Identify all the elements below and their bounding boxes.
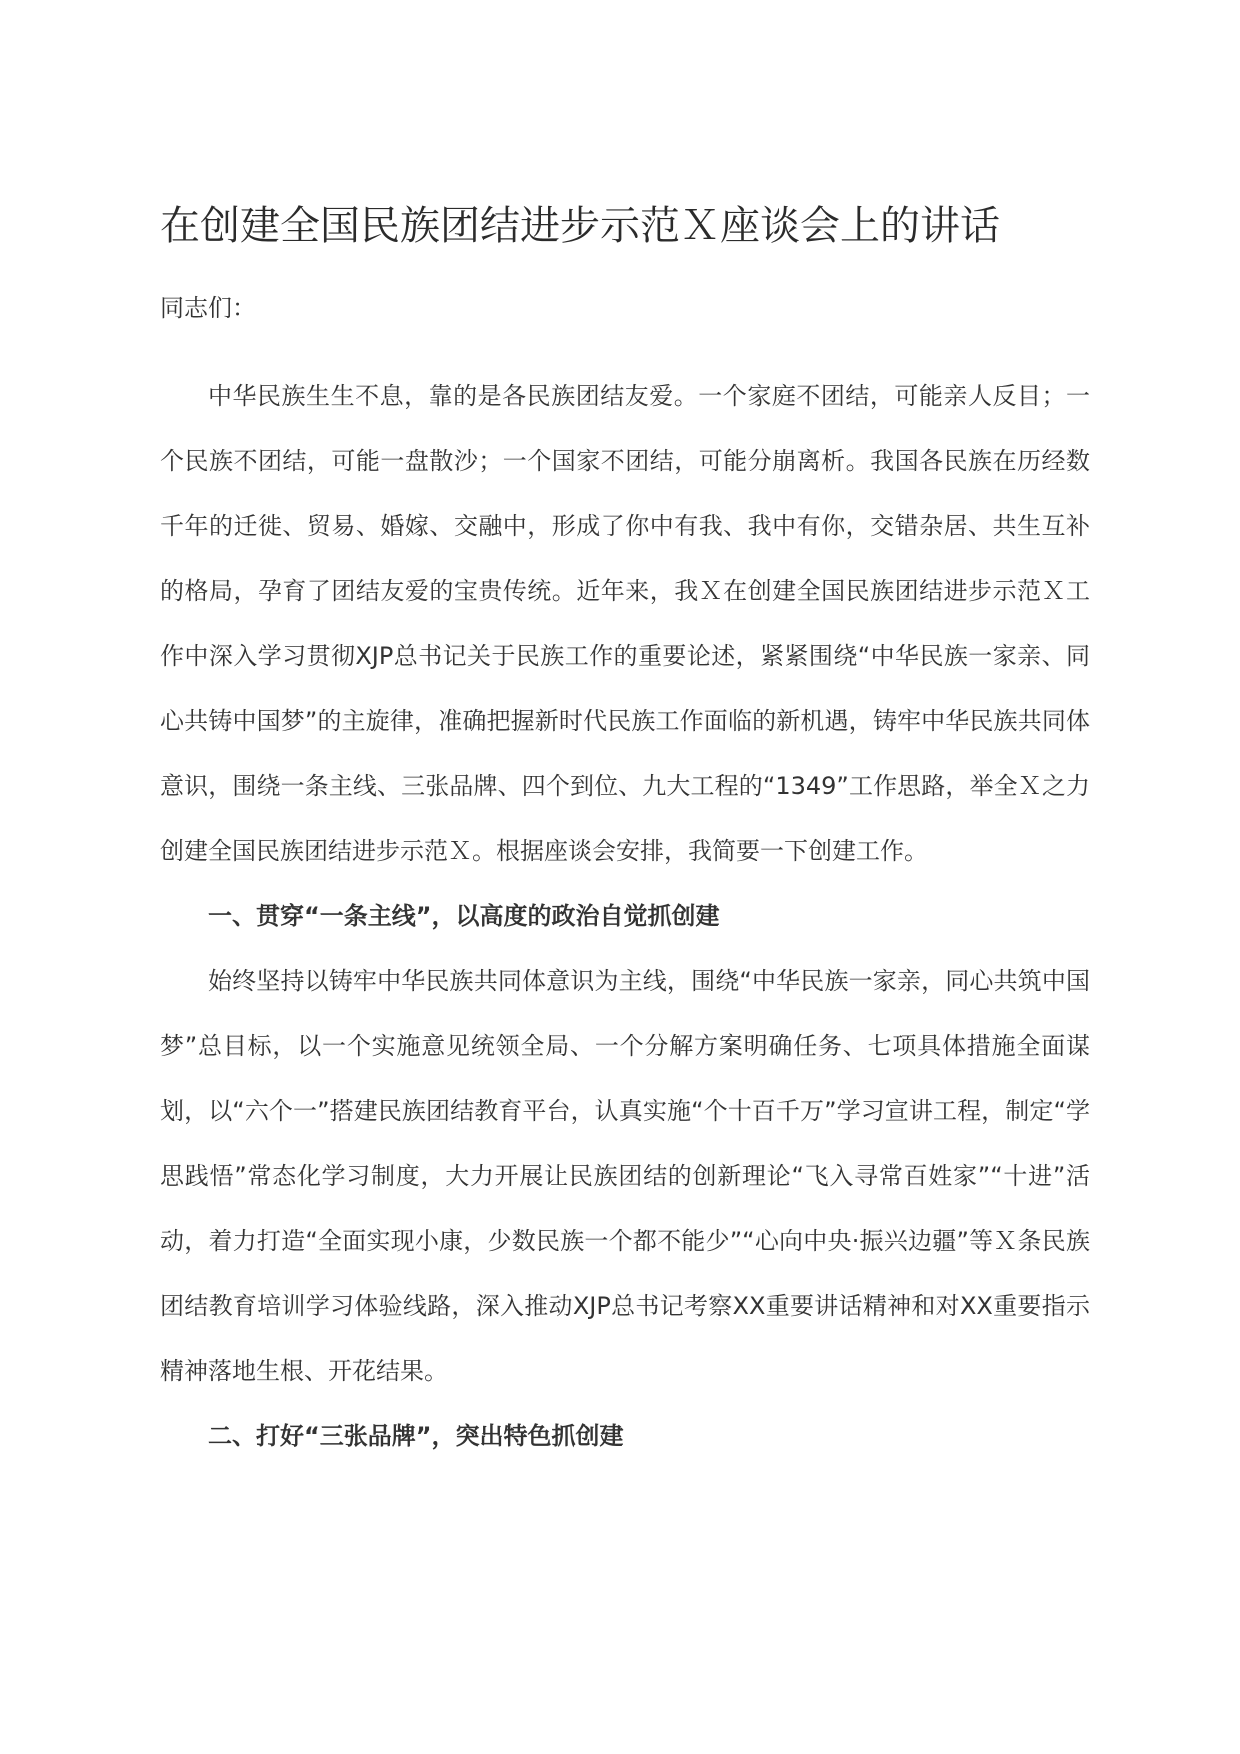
document-body: [160, 364, 1090, 1469]
paragraph-section-1: 始终坚持以铸牢中华民族共同体意识为主线，围绕“中华民族一家亲，同心共筑中国梦”总目标，以一个实施意见统领全局、一个分解方案明确任务、七项具体措施全面谋划，以“六个一”搭建民族团结教育平台，认真实施“个十百千万”学习宣讲工程，制定“学思践悟”常态化学习制度，大力开展让民族团结的创新理论“飞入寻常百姓家”“十进”活动，着力打造“全面实现小康，少数民族一个都不能少”“心向中央·振兴边疆”等Ｘ条民族团结教育培训学习体验线路，深入推动XJP总书记考察XX重要讲话精神和对XX重要指示精神落地生根、开花结果。: [160, 967, 1090, 1385]
section-heading-2: 二、打好“三张品牌”，突出特色抓创建: [208, 1422, 624, 1450]
paragraph-intro: 中华民族生生不息，靠的是各民族团结友爱。一个家庭不团结，可能亲人反目；一个民族不团结，可能一盘散沙；一个国家不团结，可能分崩离析。我国各民族在历经数千年的迁徙、贸易、婚嫁、交融中，形成了你中有我、我中有你，交错杂居、共生互补的格局，孕育了团结友爱的宝贵传统。近年来，我Ｘ在创建全国民族团结进步示范Ｘ工作中深入学习贯彻XJP总书记关于民族工作的重要论述，紧紧围绕“中华民族一家亲、同心共铸中国梦”的主旋律，准确把握新时代民族工作面临的新机遇，铸牢中华民族共同体意识，围绕一条主线、三张品牌、四个到位、九大工程的“1349”工作思路，举全Ｘ之力创建全国民族团结进步示范Ｘ。根据座谈会安排，我简要一下创建工作。: [160, 382, 1090, 865]
document-title: 在创建全国民族团结进步示范Ｘ座谈会上的讲话: [160, 203, 1000, 249]
salutation: 同志们：: [160, 294, 256, 322]
section-heading-1: 一、贯穿“一条主线”，以高度的政治自觉抓创建: [208, 902, 720, 930]
